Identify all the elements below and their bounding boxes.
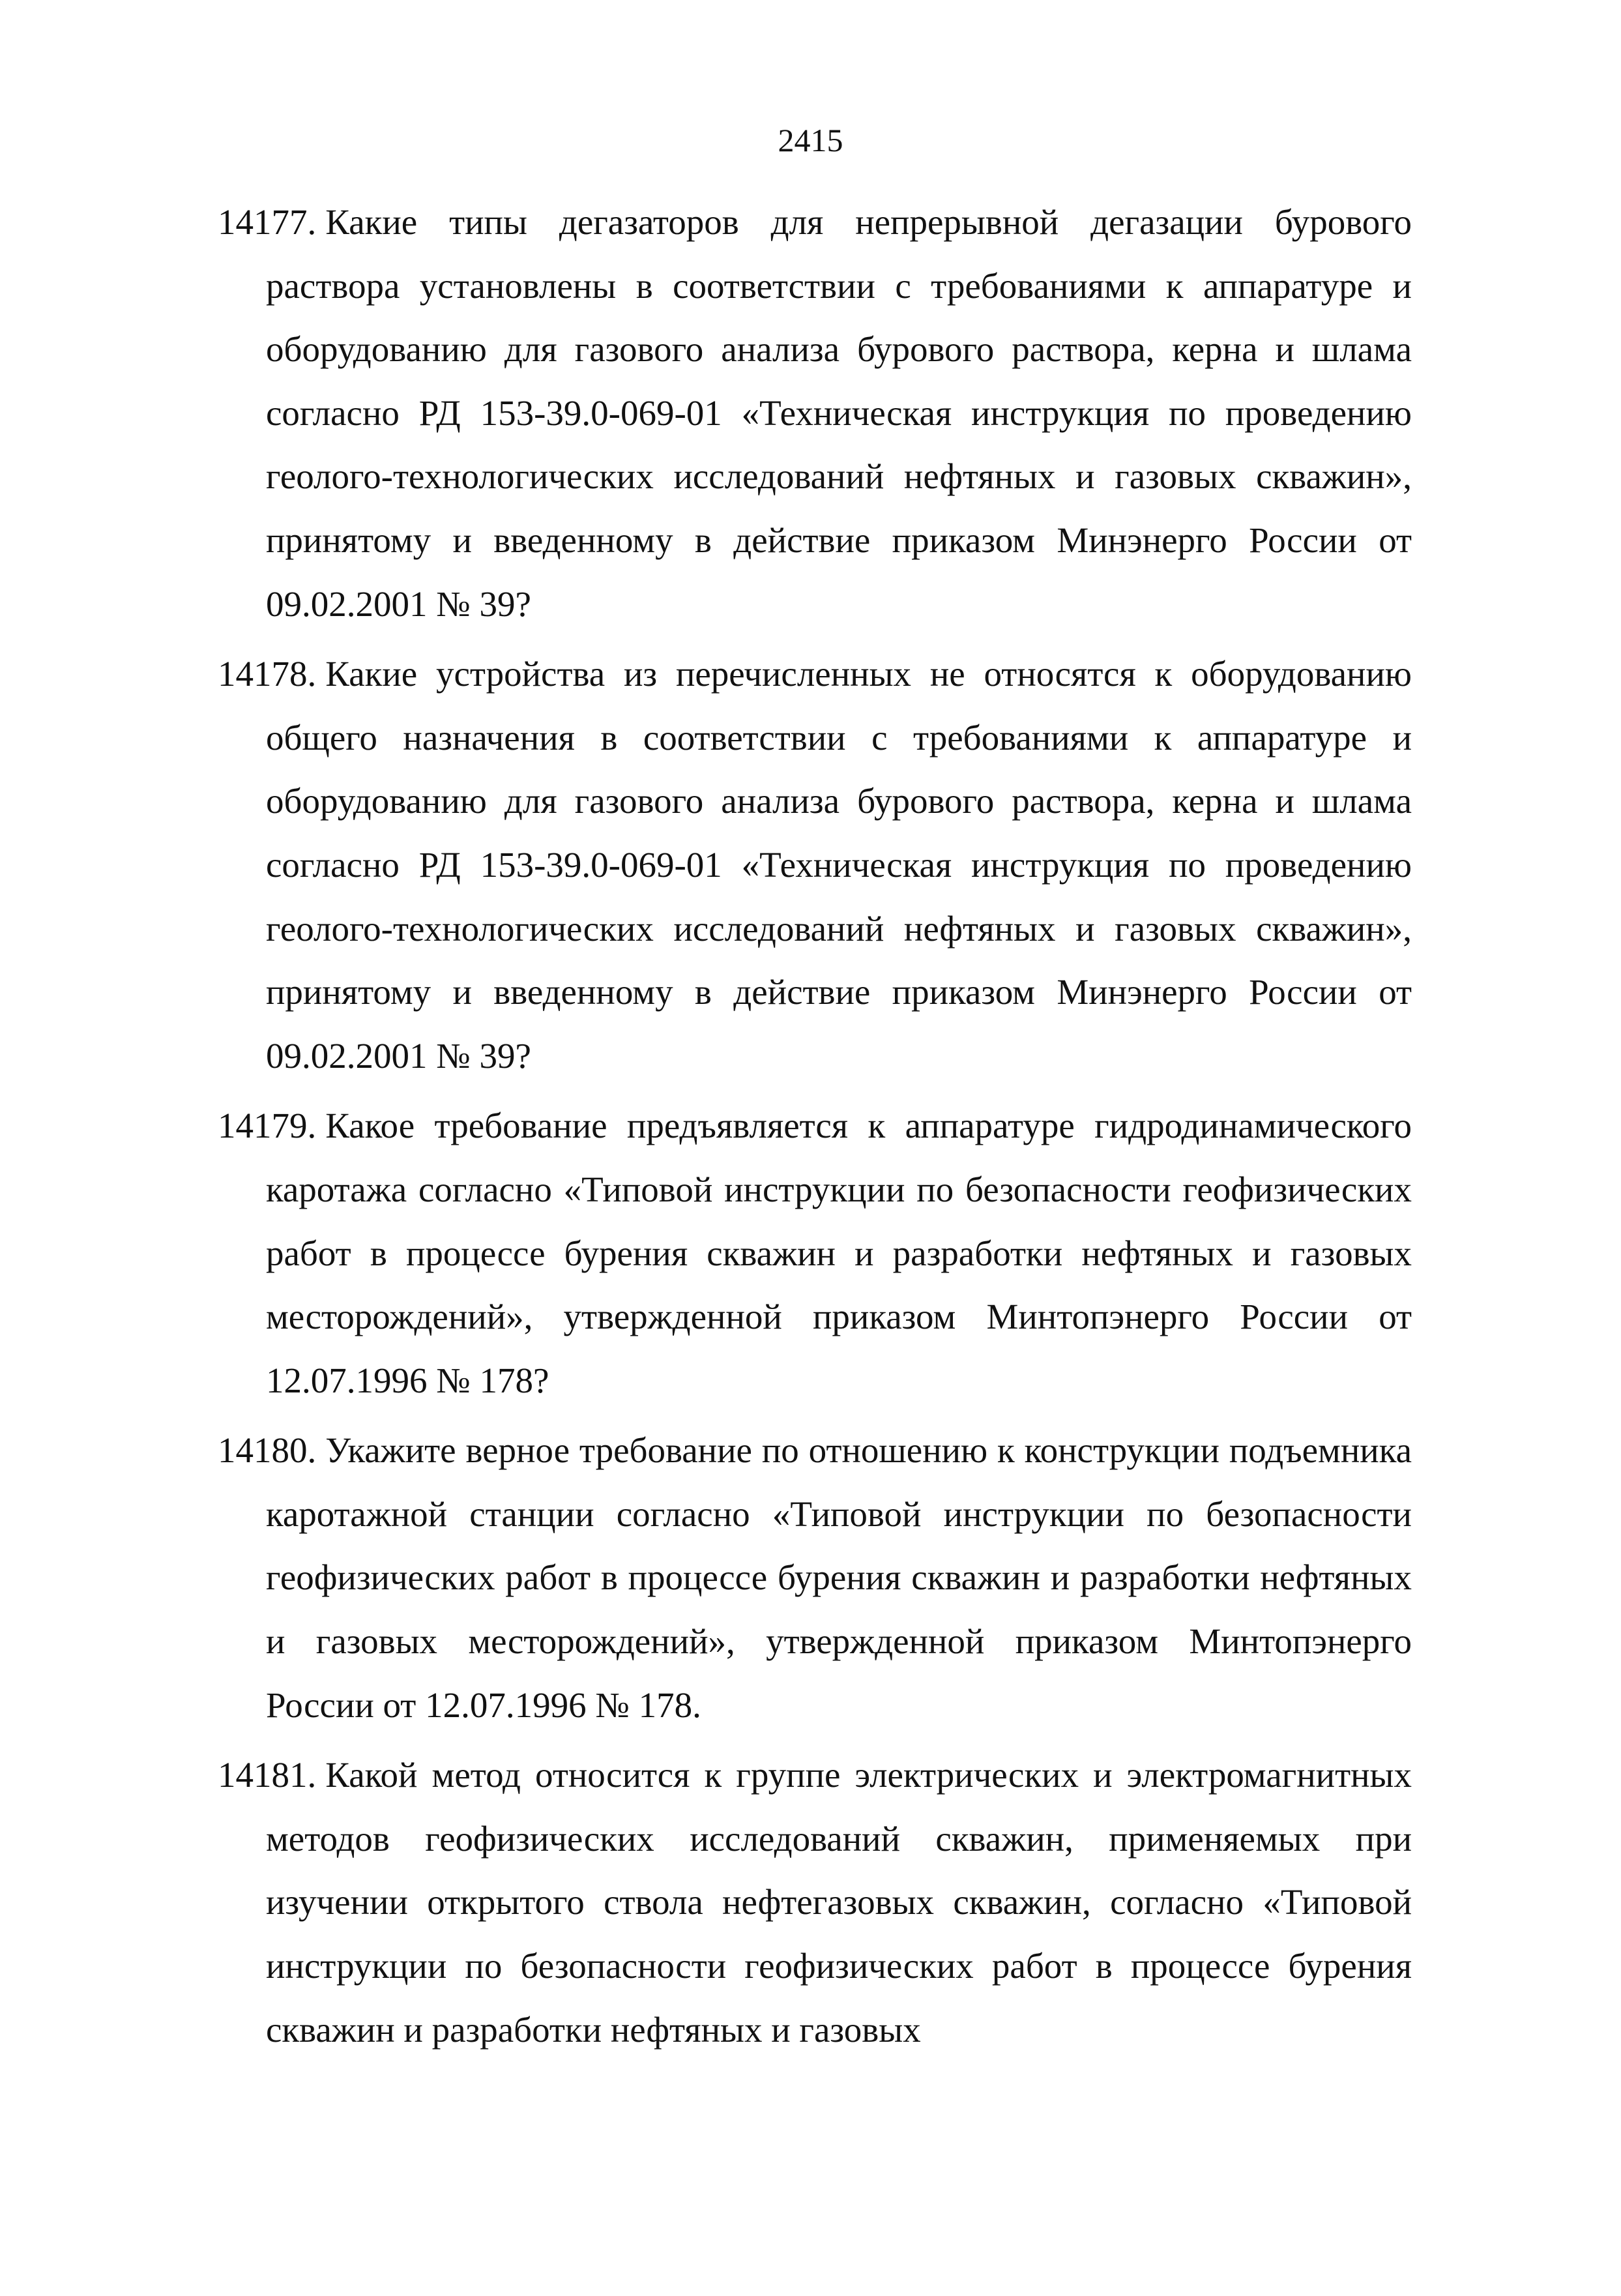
question-number: 14181. — [218, 1755, 317, 1795]
question-item-14177 — [218, 190, 1412, 636]
question-text: Какие устройства из перечисленных не относятся к оборудованию общего назначения в соответствии с требованиями к аппаратуре и оборудованию для газового анализа бурового раствора, керна и шлама согласно РД 153-39.0-069-01 «Техническая инструкция по проведению геолого-технологических исследований нефтяных и газовых скважин», принятому и введенному в действие приказом Минэнерго России от 09.02.2001 № 39? — [266, 654, 1412, 1076]
question-text: Какие типы дегазаторов для непрерывной дегазации бурового раствора установлены в соответствии с требованиями к аппаратуре и оборудованию для газового анализа бурового раствора, керна и шлама согласно РД 153-39.0-069-01 «Техническая инструкция по проведению геолого-технологических исследований нефтяных и газовых скважин», принятому и введенному в действие приказом Минэнерго России от 09.02.2001 № 39? — [266, 202, 1412, 624]
question-number: 14177. — [218, 202, 317, 242]
question-item-14179 — [218, 1094, 1412, 1412]
question-text: Какое требование предъявляется к аппаратуре гидродинамического каротажа согласно «Типовой инструкции по безопасности геофизических работ в процессе бурения скважин и разработки нефтяных и газовых месторождений», утвержденной приказом Минтопэнерго России от 12.07.1996 № 178? — [266, 1106, 1412, 1400]
question-number: 14178. — [218, 654, 317, 694]
question-number: 14179. — [218, 1106, 317, 1146]
question-list — [218, 190, 1412, 2061]
question-item-14181 — [218, 1743, 1412, 2061]
question-item-14178 — [218, 642, 1412, 1087]
question-text: Укажите верное требование по отношению к конструкции подъемника каротажной станции согласно «Типовой инструкции по безопасности геофизических работ в процессе бурения скважин и разработки нефтяных и газовых месторождений», утвержденной приказом Минтопэнерго России от 12.07.1996 № 178. — [266, 1430, 1412, 1725]
question-text: Какой метод относится к группе электрических и электромагнитных методов геофизических исследований скважин, применяемых при изучении открытого ствола нефтегазовых скважин, согласно «Типовой инструкции по безопасности геофизических работ в процессе бурения скважин и разработки нефтяных и газовых — [266, 1755, 1412, 2050]
question-number: 14180. — [218, 1430, 317, 1471]
page-number: 2415 — [778, 122, 843, 158]
question-item-14180 — [218, 1419, 1412, 1737]
